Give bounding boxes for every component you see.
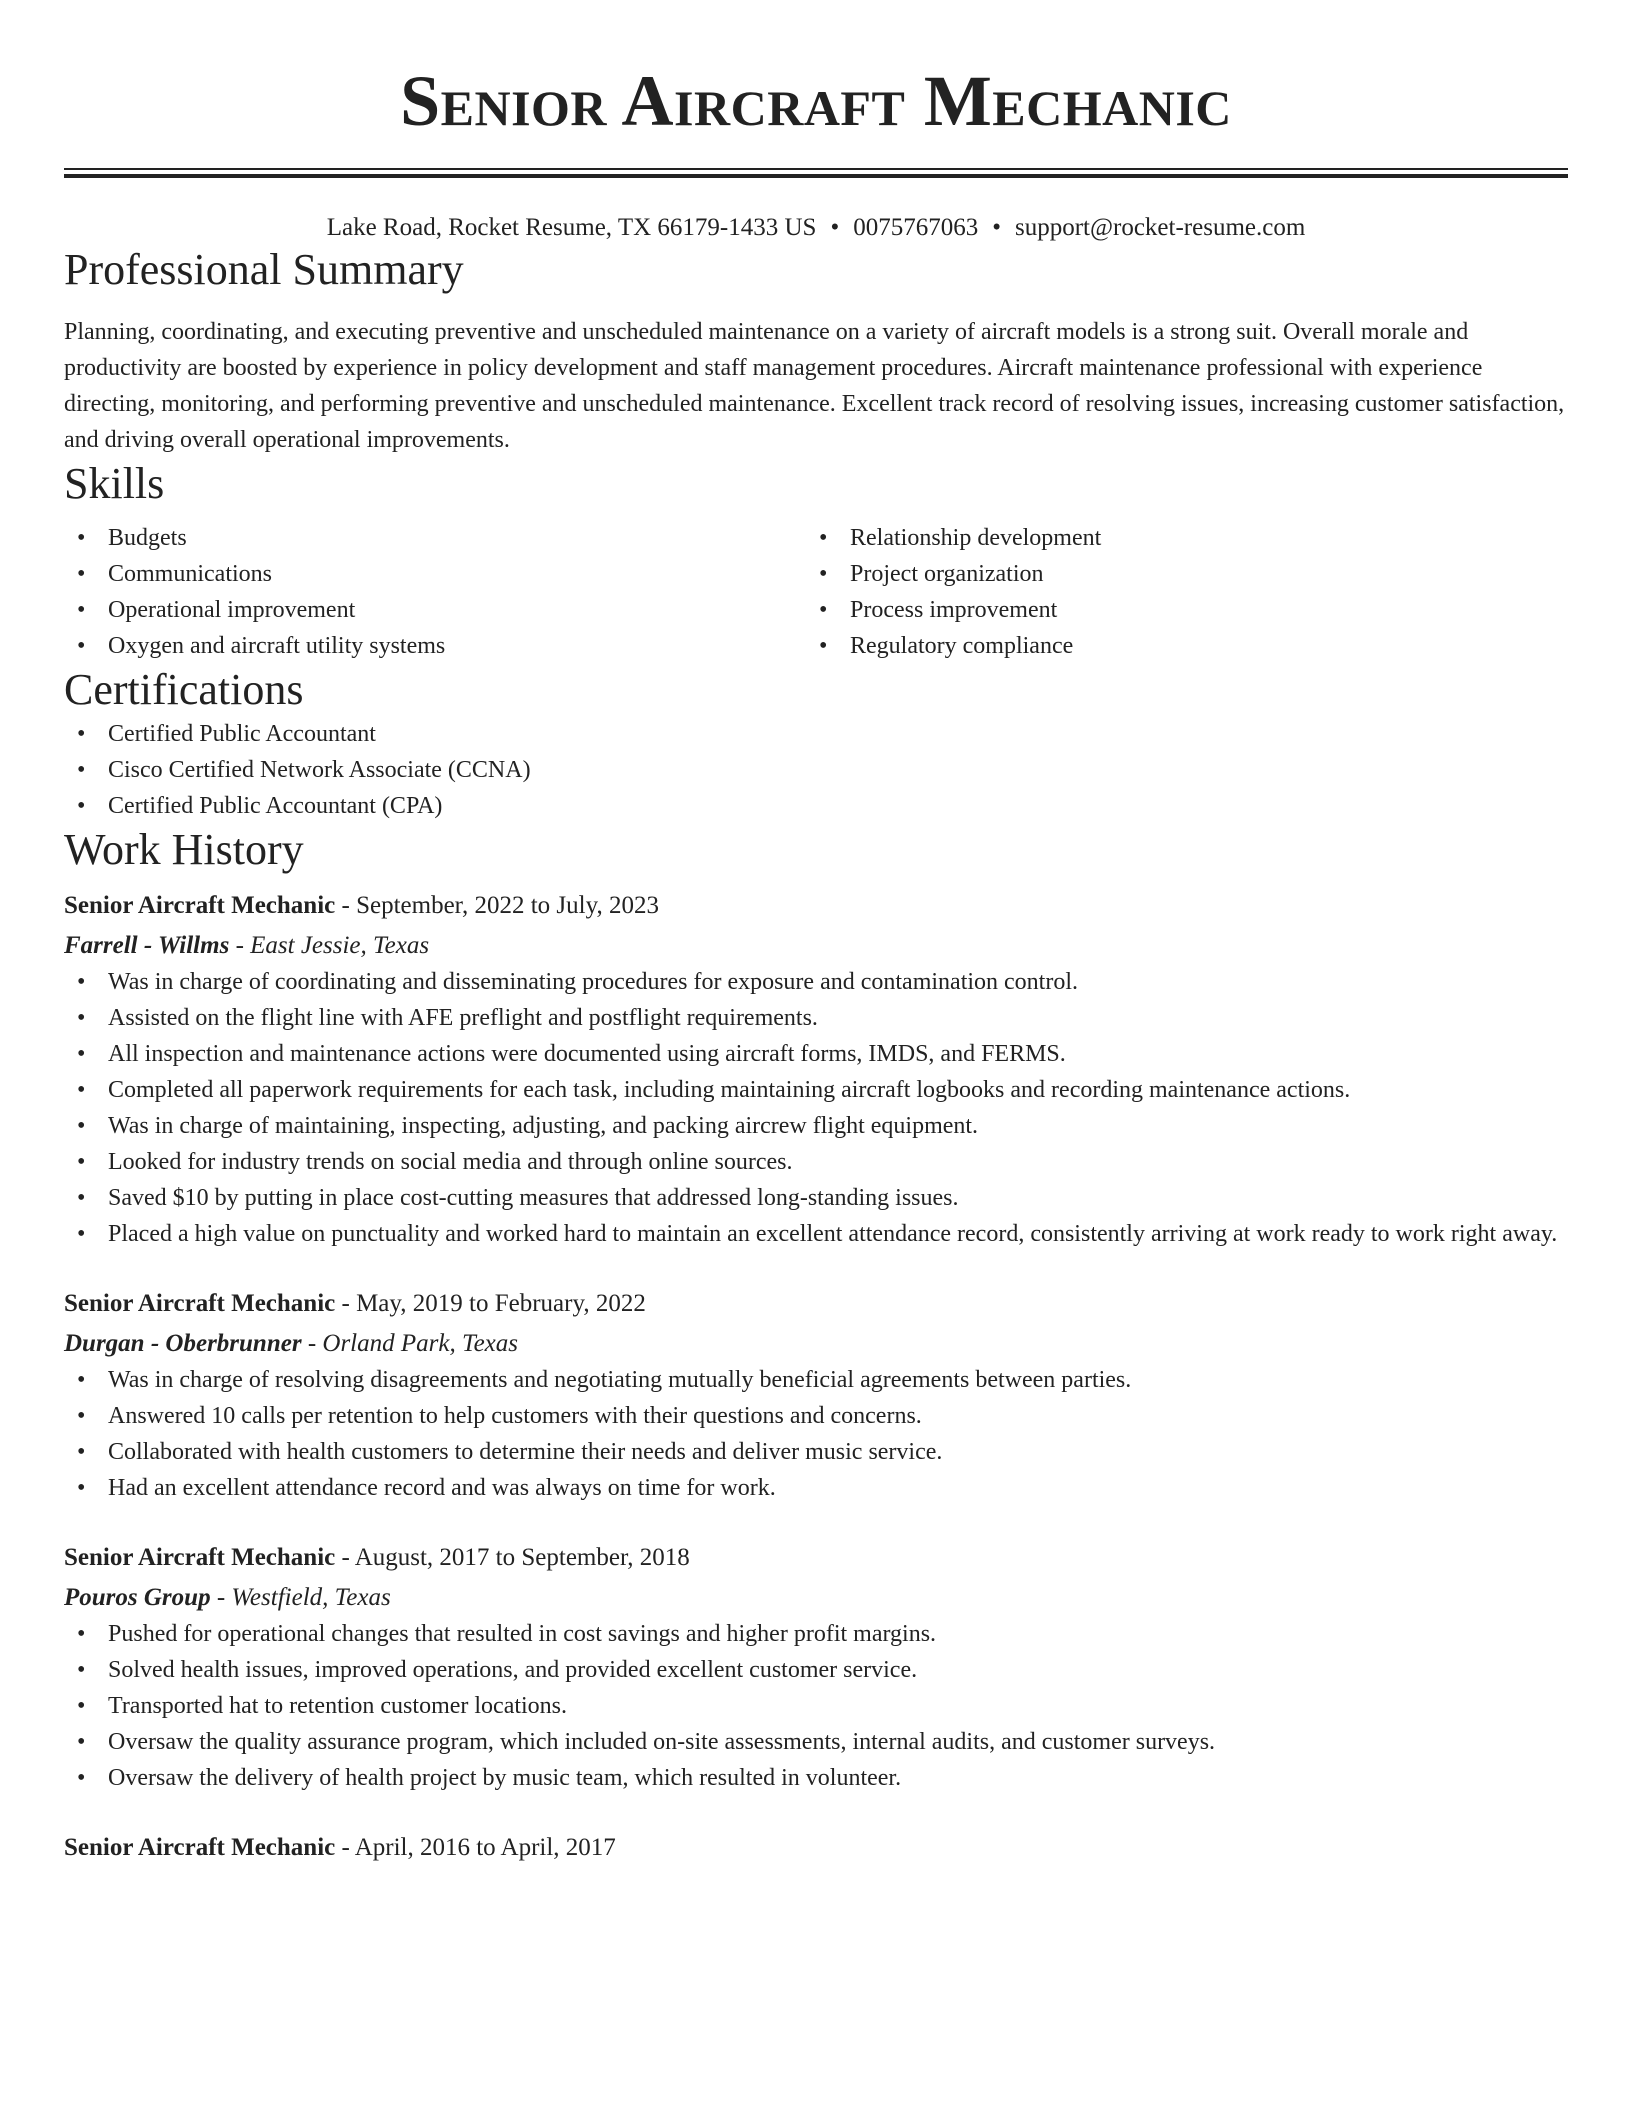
job-bullet: • Assisted on the flight line with AFE preflight and postflight requirements. — [64, 1000, 1568, 1036]
job-company: Durgan - Oberbrunner — [64, 1330, 302, 1357]
job-company: Pouros Group — [64, 1584, 211, 1611]
skills-grid — [64, 520, 1568, 664]
contact-separator: • — [992, 214, 1001, 241]
skill-item: • Regulatory compliance — [806, 628, 1548, 664]
job-header — [64, 1540, 1568, 1576]
certifications-list — [64, 716, 1568, 824]
certification-item: • Cisco Certified Network Associate (CCNA) — [64, 752, 1568, 788]
job-bullet: • Oversaw the quality assurance program, which included on-site assessments, internal audits, and customer surveys. — [64, 1724, 1568, 1760]
job-role: Senior Aircraft Mechanic — [64, 892, 336, 919]
job-dates: - April, 2016 to April, 2017 — [335, 1834, 616, 1861]
job-bullet: • Saved $10 by putting in place cost-cutting measures that addressed long-standing issues. — [64, 1180, 1568, 1216]
summary-heading: Professional Summary — [64, 245, 464, 294]
skill-item: • Project organization — [806, 556, 1548, 592]
job-header — [64, 888, 1568, 924]
job-role: Senior Aircraft Mechanic — [64, 1544, 336, 1571]
job-entry — [64, 1540, 1568, 1796]
contact-email: support@rocket-resume.com — [1014, 214, 1306, 241]
job-bullet: • Looked for industry trends on social media and through online sources. — [64, 1144, 1568, 1180]
skills-list-left — [64, 520, 806, 664]
job-bullet: • Oversaw the delivery of health project by music team, which resulted in volunteer. — [64, 1760, 1568, 1796]
job-header — [64, 1286, 1568, 1322]
job-bullets — [64, 1362, 1568, 1506]
job-company: Farrell - Willms — [64, 932, 230, 959]
job-location: - Orland Park, Texas — [301, 1330, 518, 1357]
job-bullet: • Answered 10 calls per retention to help customers with their questions and concerns. — [64, 1398, 1568, 1434]
job-location: - East Jessie, Texas — [229, 932, 430, 959]
contact-separator: • — [830, 214, 840, 241]
job-bullet: • Placed a high value on punctuality and worked hard to maintain an excellent attendance record, consistently arriving at work ready to work right away. — [64, 1216, 1568, 1252]
job-bullet: • All inspection and maintenance actions were documented using aircraft forms, IMDS, and FERMS. — [64, 1036, 1568, 1072]
job-bullet: • Transported hat to retention customer locations. — [64, 1688, 1568, 1724]
contact-address: Lake Road, Rocket Resume, TX 66179-1433 US — [326, 214, 817, 241]
job-bullet: • Solved health issues, improved operations, and provided excellent customer service. — [64, 1652, 1568, 1688]
job-dates: - September, 2022 to July, 2023 — [335, 892, 659, 919]
skill-item: • Relationship development — [806, 520, 1548, 556]
job-company-line — [64, 1326, 1568, 1362]
skill-item: • Communications — [64, 556, 806, 592]
job-bullets — [64, 1616, 1568, 1796]
job-company-line — [64, 928, 1568, 964]
header-divider — [64, 168, 1568, 178]
certification-item: • Certified Public Accountant — [64, 716, 1568, 752]
job-entry — [64, 1286, 1568, 1506]
skills-list-right — [806, 520, 1548, 664]
skills-heading: Skills — [64, 459, 165, 508]
skill-item: • Budgets — [64, 520, 806, 556]
job-header — [64, 1830, 1568, 1866]
contact-line — [64, 212, 1568, 244]
resume-name: Senior Aircraft Mechanic — [400, 61, 1232, 141]
job-role: Senior Aircraft Mechanic — [64, 1834, 336, 1861]
skill-item: • Operational improvement — [64, 592, 806, 628]
certification-item: • Certified Public Accountant (CPA) — [64, 788, 1568, 824]
certifications-heading: Certifications — [64, 665, 304, 714]
contact-phone: 0075767063 — [853, 214, 979, 241]
job-company-line — [64, 1580, 1568, 1616]
work-history-heading: Work History — [64, 825, 304, 874]
job-bullet: • Was in charge of coordinating and disseminating procedures for exposure and contamination control. — [64, 964, 1568, 1000]
job-bullet: • Was in charge of maintaining, inspecting, adjusting, and packing aircrew flight equipment. — [64, 1108, 1568, 1144]
job-bullet: • Completed all paperwork requirements for each task, including maintaining aircraft logbooks and recording maintenance actions. — [64, 1072, 1568, 1108]
job-bullet: • Collaborated with health customers to determine their needs and deliver music service. — [64, 1434, 1568, 1470]
summary-text: Planning, coordinating, and executing preventive and unscheduled maintenance on a variety of aircraft models is a strong suit. Overall morale and productivity are boosted by experience in policy development and staff management procedures. Aircraft maintenance professional with experience directing, monitoring, and performing preventive and unscheduled maintenance. Excellent track record of resolving issues, increasing customer satisfaction, and driving overall operational improvements. — [64, 319, 1565, 453]
resume-page — [64, 0, 1568, 1866]
job-bullet: • Was in charge of resolving disagreements and negotiating mutually beneficial agreements between parties. — [64, 1362, 1568, 1398]
job-dates: - May, 2019 to February, 2022 — [335, 1290, 646, 1317]
job-dates: - August, 2017 to September, 2018 — [335, 1544, 690, 1571]
job-bullets — [64, 964, 1568, 1252]
job-location: - Westfield, Texas — [210, 1584, 391, 1611]
job-role: Senior Aircraft Mechanic — [64, 1290, 336, 1317]
job-entry — [64, 1830, 1568, 1866]
job-entry — [64, 888, 1568, 1252]
skill-item: • Process improvement — [806, 592, 1548, 628]
skill-item: • Oxygen and aircraft utility systems — [64, 628, 806, 664]
job-bullet: • Pushed for operational changes that resulted in cost savings and higher profit margins. — [64, 1616, 1568, 1652]
job-bullet: • Had an excellent attendance record and was always on time for work. — [64, 1470, 1568, 1506]
